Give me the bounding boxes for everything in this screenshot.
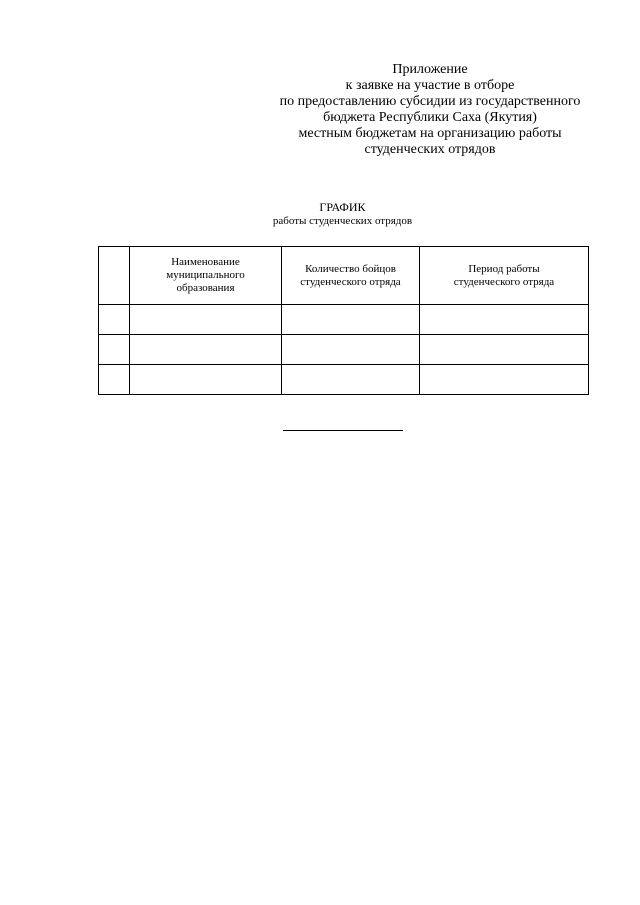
table-cell [99,305,130,335]
table-cell [130,365,282,395]
column-header-municipality: Наименование муниципального образования [130,247,282,305]
table-cell [420,335,589,365]
appendix-line: бюджета Республики Саха (Якутия) [323,110,537,125]
table-header-row [99,247,589,305]
appendix-line: местным бюджетам на организацию работы [298,126,562,141]
table-row [99,305,589,335]
appendix-line: к заявке на участие в отборе [345,78,515,93]
table-cell [130,335,282,365]
table-row [99,365,589,395]
table-cell [99,335,130,365]
document-heading [200,200,485,228]
appendix-line: Приложение [392,62,468,77]
table-row [99,335,589,365]
schedule-table [98,246,589,395]
appendix-line: по предоставлению субсидии из государственного [279,94,581,109]
table-cell [420,365,589,395]
table-cell [99,365,130,395]
table-cell [130,305,282,335]
column-header-number [99,247,130,305]
table-cell [282,335,420,365]
column-header-work-period: Период работы студенческого отряда [420,247,589,305]
appendix-note [260,62,600,158]
table-cell [282,305,420,335]
column-header-fighters-count: Количество бойцов студенческого отряда [282,247,420,305]
document-subtitle: работы студенческих отрядов [272,215,413,227]
document-title: ГРАФИК [319,200,366,214]
table-cell [282,365,420,395]
closing-divider [283,430,403,431]
appendix-line: студенческих отрядов [364,142,496,157]
table-cell [420,305,589,335]
